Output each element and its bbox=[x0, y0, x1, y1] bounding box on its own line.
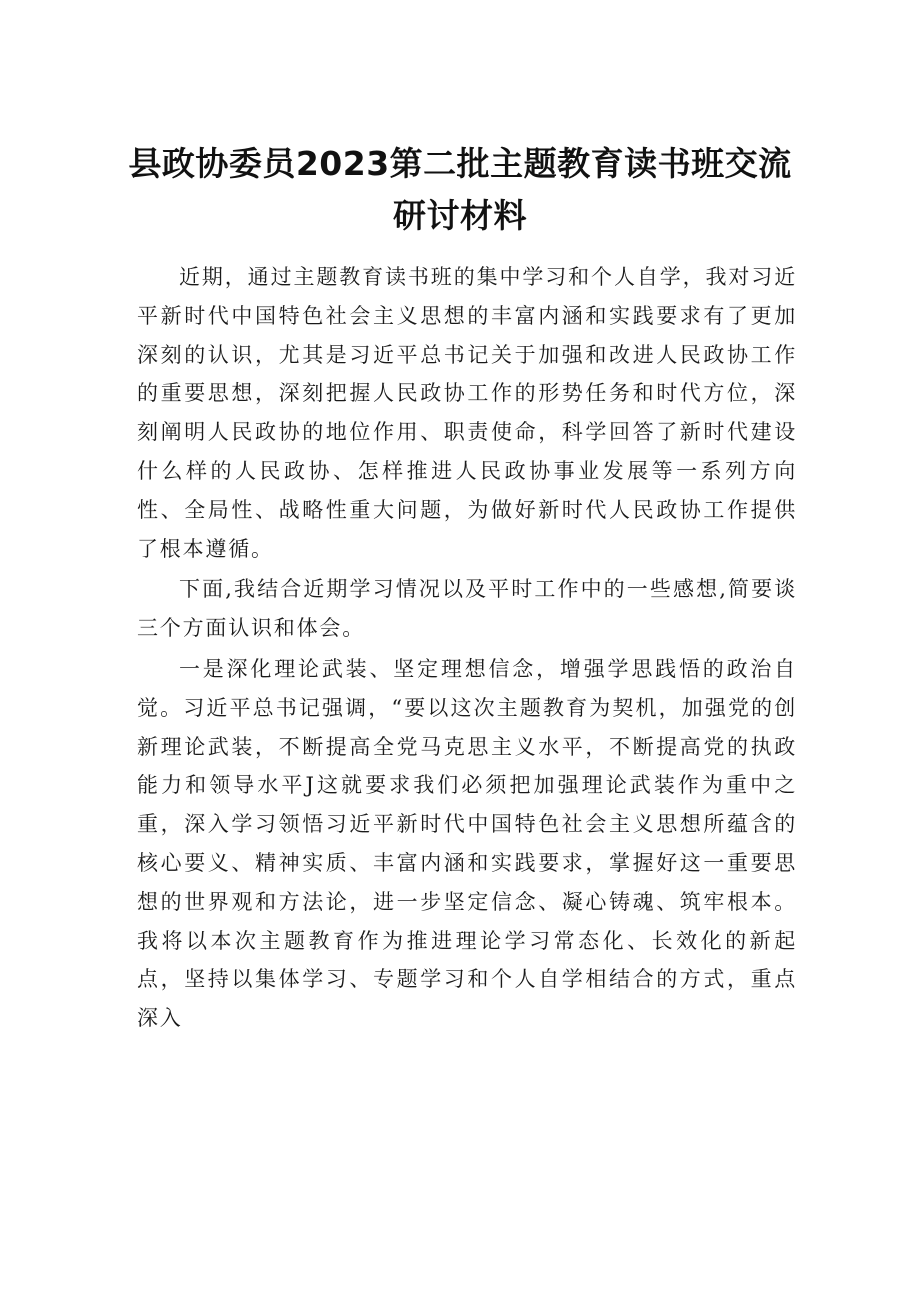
paragraph-overview: 下面,我结合近期学习情况以及平时工作中的一些感想,简要谈三个方面认识和体会。 bbox=[137, 577, 797, 641]
document-title: 县政协委员2023第二批主题教育读书班交流研讨材料 bbox=[128, 144, 792, 235]
paragraph-intro: 近期，通过主题教育读书班的集中学习和个人自学，我对习近平新时代中国特色社会主义思想的丰富内涵和实践要求有了更加深刻的认识，尤其是习近平总书记关于加强和改进人民政协工作的重要思想，深刻把握人民政协工作的形势任务和时代方位，深刻阐明人民政协的地位作用、职责使命，科学回答了新时代建设什么样的人民政协、怎样推进人民政协事业发展等一系列方向性、全局性、战略性重大问题，为做好新时代人民政协工作提供了根本遵循。 bbox=[137, 265, 797, 561]
document-body bbox=[137, 258, 797, 1040]
paragraph-point-one: 一是深化理论武装、坚定理想信念，增强学思践悟的政治自觉。习近平总书记强调，“要以这次主题教育为契机，加强党的创新理论武装，不断提高全党马克思主义水平，不断提高党的执政能力和领导水平J这就要求我们必须把加强理论武装作为重中之重，深入学习领悟习近平新时代中国特色社会主义思想所蕴含的核心要义、精神实质、丰富内涵和实践要求，掌握好这一重要思想的世界观和方法论，进一步坚定信念、凝心铸魂、筑牢根本。我将以本次主题教育作为推进理论学习常态化、长效化的新起点，坚持以集体学习、专题学习和个人自学相结合的方式，重点深入 bbox=[137, 656, 797, 1031]
